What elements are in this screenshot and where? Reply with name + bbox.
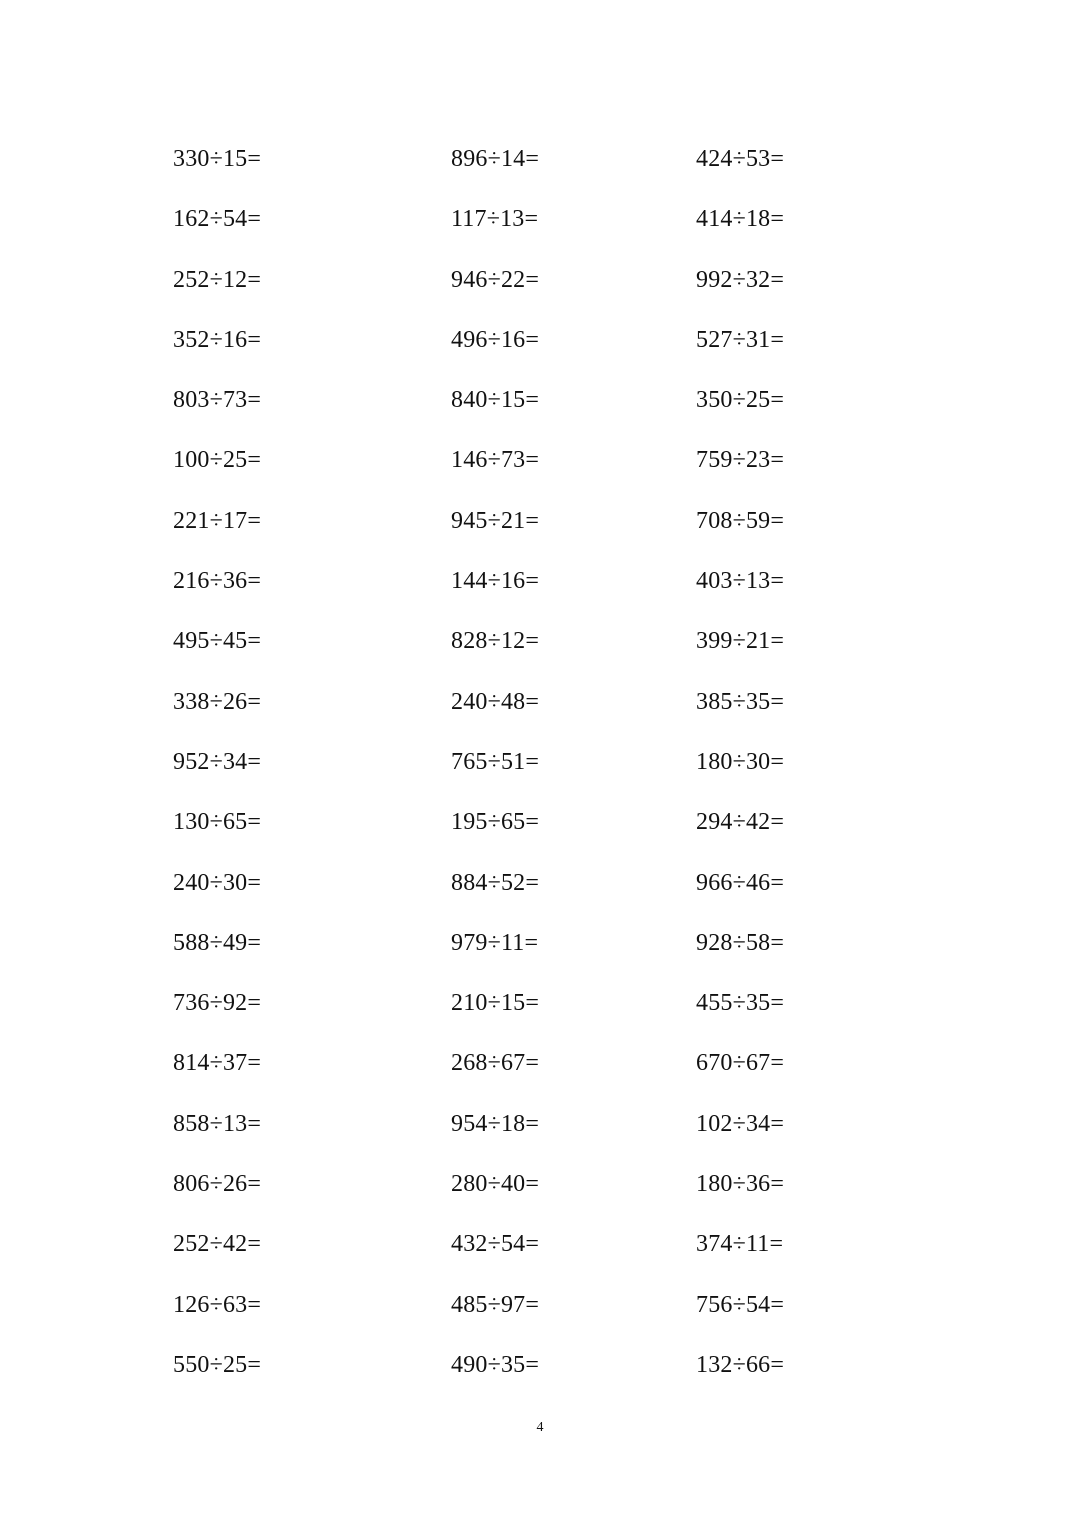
problem-row <box>0 201 1080 261</box>
problem-row <box>0 141 1080 201</box>
division-problem: 280÷40= <box>451 1171 540 1198</box>
division-problem: 527÷31= <box>696 326 785 353</box>
division-problem: 840÷15= <box>451 387 540 414</box>
division-problem: 759÷23= <box>696 447 785 474</box>
division-problem: 144÷16= <box>451 568 540 595</box>
problem-row <box>0 322 1080 382</box>
problem-row <box>0 1226 1080 1286</box>
problem-row <box>0 1166 1080 1226</box>
division-problem: 966÷46= <box>696 869 785 896</box>
division-problem: 268÷67= <box>451 1050 540 1077</box>
division-problem: 884÷52= <box>451 869 540 896</box>
division-problem: 814÷37= <box>173 1050 262 1077</box>
problem-row <box>0 262 1080 322</box>
division-problem: 670÷67= <box>696 1050 785 1077</box>
division-problem: 806÷26= <box>173 1171 262 1198</box>
division-problem: 126÷63= <box>173 1291 262 1318</box>
division-problem: 550÷25= <box>173 1351 262 1378</box>
division-problem: 992÷32= <box>696 266 785 293</box>
division-problem: 102÷34= <box>696 1110 785 1137</box>
division-problem: 399÷21= <box>696 628 785 655</box>
division-problem: 952÷34= <box>173 748 262 775</box>
division-problem: 828÷12= <box>451 628 540 655</box>
problem-row <box>0 744 1080 804</box>
division-problem: 210÷15= <box>451 990 540 1017</box>
division-problem: 294÷42= <box>696 809 785 836</box>
division-problem: 221÷17= <box>173 507 262 534</box>
division-problem: 954÷18= <box>451 1110 540 1137</box>
division-problem: 374÷11= <box>696 1231 784 1258</box>
problem-row <box>0 563 1080 623</box>
division-problem: 132÷66= <box>696 1351 785 1378</box>
problem-row <box>0 503 1080 563</box>
division-problem: 350÷25= <box>696 387 785 414</box>
division-problem: 858÷13= <box>173 1110 262 1137</box>
problem-row <box>0 623 1080 683</box>
division-problem: 495÷45= <box>173 628 262 655</box>
division-problem: 803÷73= <box>173 387 262 414</box>
division-problem: 216÷36= <box>173 568 262 595</box>
division-problem: 180÷36= <box>696 1171 785 1198</box>
problem-row <box>0 1287 1080 1347</box>
division-problem: 414÷18= <box>696 206 785 233</box>
division-problem: 117÷13= <box>451 206 539 233</box>
division-problem: 928÷58= <box>696 929 785 956</box>
division-problem: 490÷35= <box>451 1351 540 1378</box>
division-problem: 146÷73= <box>451 447 540 474</box>
division-problem: 455÷35= <box>696 990 785 1017</box>
division-problem: 424÷53= <box>696 146 785 172</box>
division-problem: 252÷42= <box>173 1231 262 1258</box>
problem-row <box>0 1045 1080 1105</box>
problem-row <box>0 1347 1080 1407</box>
problem-row <box>0 985 1080 1045</box>
problem-row <box>0 804 1080 864</box>
division-problem-grid <box>0 141 1080 1407</box>
division-problem: 180÷30= <box>696 748 785 775</box>
problem-row <box>0 865 1080 925</box>
problem-row <box>0 684 1080 744</box>
division-problem: 352÷16= <box>173 326 262 353</box>
division-problem: 485÷97= <box>451 1291 540 1318</box>
division-problem: 252÷12= <box>173 266 262 293</box>
division-problem: 708÷59= <box>696 507 785 534</box>
division-problem: 195÷65= <box>451 809 540 836</box>
problem-row <box>0 382 1080 442</box>
division-problem: 403÷13= <box>696 568 785 595</box>
division-problem: 736÷92= <box>173 990 262 1017</box>
division-problem: 588÷49= <box>173 929 262 956</box>
division-problem: 979÷11= <box>451 929 539 956</box>
division-problem: 385÷35= <box>696 688 785 715</box>
division-problem: 896÷14= <box>451 146 540 172</box>
page-number: 4 <box>536 1420 544 1435</box>
problem-row <box>0 1106 1080 1166</box>
division-problem: 765÷51= <box>451 748 540 775</box>
division-problem: 162÷54= <box>173 206 262 233</box>
problem-row <box>0 442 1080 502</box>
division-problem: 338÷26= <box>173 688 262 715</box>
division-problem: 240÷48= <box>451 688 540 715</box>
division-problem: 496÷16= <box>451 326 540 353</box>
problem-row <box>0 925 1080 985</box>
division-problem: 100÷25= <box>173 447 262 474</box>
division-problem: 330÷15= <box>173 146 262 172</box>
division-problem: 946÷22= <box>451 266 540 293</box>
division-problem: 945÷21= <box>451 507 540 534</box>
division-problem: 240÷30= <box>173 869 262 896</box>
division-problem: 432÷54= <box>451 1231 540 1258</box>
division-problem: 756÷54= <box>696 1291 785 1318</box>
division-problem: 130÷65= <box>173 809 262 836</box>
